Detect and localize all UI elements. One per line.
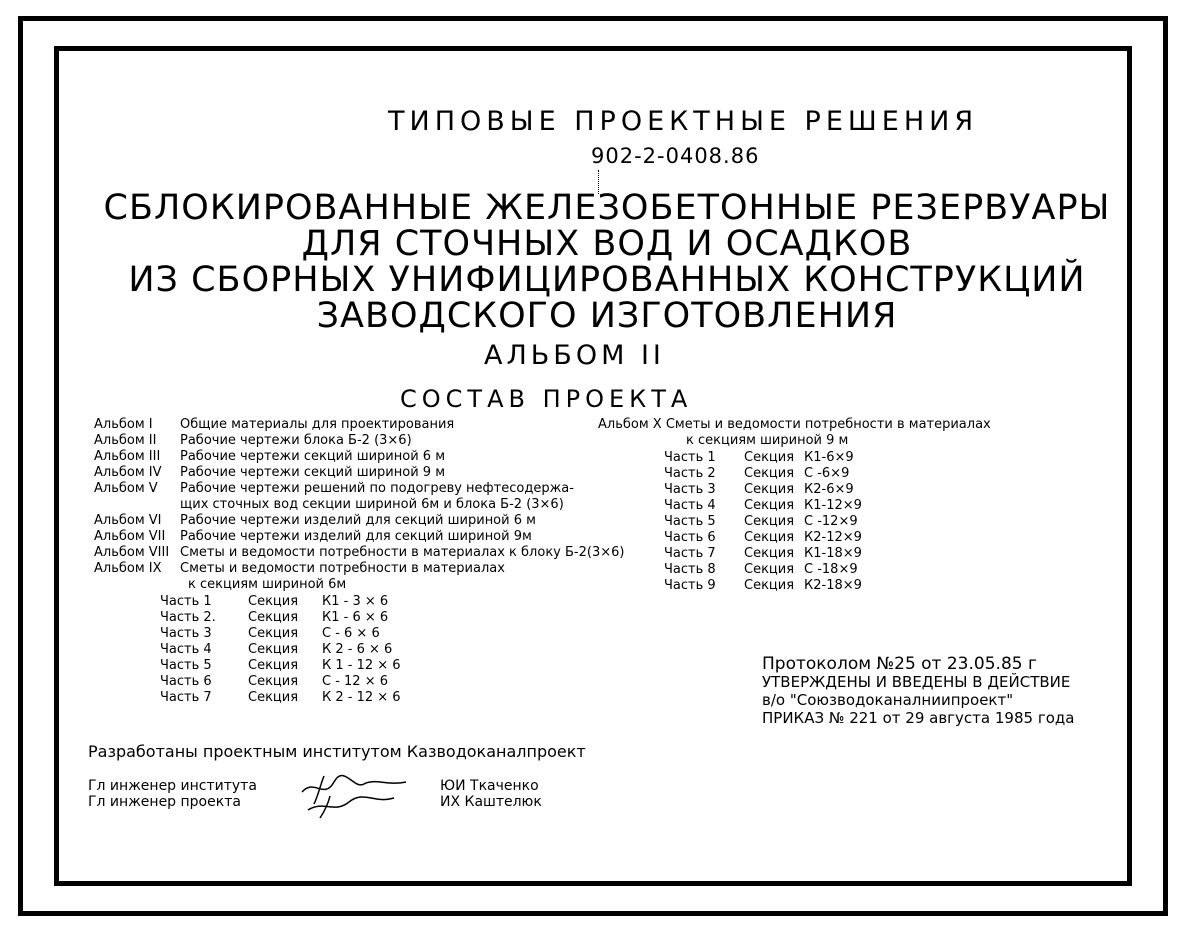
section-code: К1-18×9	[804, 546, 862, 561]
album-name	[94, 497, 180, 513]
album-row	[94, 577, 624, 593]
album-text: Рабочие чертежи изделий для секций шириной 6 м	[180, 513, 536, 528]
part-row	[664, 546, 862, 562]
part-label: Часть 7	[664, 546, 716, 561]
part-label: Часть 5	[160, 658, 212, 673]
album-row	[94, 481, 624, 497]
part-row	[160, 674, 401, 690]
album-row	[94, 465, 624, 481]
album-name: Альбом X	[598, 417, 662, 432]
album-name: Альбом II	[94, 433, 157, 448]
album-name: Альбом V	[94, 481, 158, 496]
part-row	[160, 594, 401, 610]
album-list-left	[94, 417, 624, 593]
part-label: Часть 1	[664, 450, 716, 465]
title-line: ЗАВОДСКОГО ИЗГОТОВЛЕНИЯ	[316, 296, 898, 336]
section-code: С -6×9	[804, 466, 850, 481]
album-text: Сметы и ведомости потребности в материалах	[665, 417, 991, 432]
section-code: С -12×9	[804, 514, 858, 529]
part-row	[664, 450, 862, 466]
section-label: Секция	[248, 674, 299, 689]
section-label: Секция	[248, 626, 299, 641]
title-line: СБЛОКИРОВАННЫЕ ЖЕЛЕЗОБЕТОННЫЕ РЕЗЕРВУАРЫ	[103, 188, 1111, 228]
album-name: Альбом IX	[94, 561, 162, 576]
part-label: Часть 3	[664, 482, 716, 497]
album-text: Рабочие чертежи решений по подогреву нефтесодержа-	[180, 481, 574, 496]
part-label: Часть 3	[160, 626, 212, 641]
approval-status: УТВЕРЖДЕНЫ И ВВЕДЕНЫ В ДЕЙСТВИЕ	[762, 673, 1071, 691]
chief-roles	[88, 778, 257, 810]
chief-role: Гл инженер проекта	[88, 794, 241, 810]
album-row	[94, 433, 624, 449]
album-row	[94, 545, 624, 561]
part-row	[664, 514, 862, 530]
part-label: Часть 1	[160, 594, 212, 609]
signature-image	[294, 770, 414, 820]
section-code: К 2 - 6 × 6	[322, 642, 393, 657]
chief-names	[440, 778, 542, 810]
title-line: ДЛЯ СТОЧНЫХ ВОД И ОСАДКОВ	[301, 224, 913, 264]
part-label: Часть 4	[664, 498, 716, 513]
album-name: Альбом VI	[94, 513, 162, 528]
section-code: К 1 - 12 × 6	[322, 658, 401, 673]
part-label: Часть 2.	[160, 610, 216, 625]
section-code: К2-6×9	[804, 482, 854, 497]
developer-line: Разработаны проектным институтом Казводоканалпроект	[88, 742, 586, 761]
part-row	[160, 658, 401, 674]
album-text: Рабочие чертежи секций шириной 9 м	[180, 465, 445, 480]
designation-number: 902-2-0408.86	[591, 144, 760, 168]
section-code: К1-6×9	[804, 450, 854, 465]
section-label: Секция	[744, 514, 795, 529]
album-name: Альбом VII	[94, 529, 166, 544]
chief-name: ЮИ Ткаченко	[440, 778, 539, 794]
chief-role: Гл инженер института	[88, 778, 257, 794]
album-right	[598, 417, 991, 449]
section-label: Секция	[744, 578, 795, 593]
album-row	[94, 417, 624, 433]
part-label: Часть 9	[664, 578, 716, 593]
chief-name: ИХ Каштелюк	[440, 794, 542, 810]
album-text: Рабочие чертежи секций шириной 6 м	[180, 449, 445, 464]
parts-list-right	[664, 450, 862, 594]
approval-protocol: Протоколом №25 от 23.05.85 г	[762, 654, 1037, 674]
section-label: Секция	[248, 658, 299, 673]
part-row	[160, 626, 401, 642]
section-code: С - 12 × 6	[322, 674, 389, 689]
section-label: Секция	[744, 450, 795, 465]
section-label: Секция	[248, 594, 299, 609]
part-row	[160, 690, 401, 706]
parts-list-left	[160, 594, 401, 706]
approval-block	[762, 655, 1074, 727]
approval-order: ПРИКАЗ № 221 от 29 августа 1985 года	[762, 709, 1075, 727]
part-row	[664, 482, 862, 498]
album-text: к секциям шириной 6м	[188, 577, 347, 592]
section-code: С -18×9	[804, 562, 858, 577]
part-label: Часть 5	[664, 514, 716, 529]
part-label: Часть 6	[664, 530, 716, 545]
section-code: К1 - 6 × 6	[322, 610, 389, 625]
album-text: Рабочие чертежи блока Б-2 (3×6)	[180, 433, 412, 448]
album-row	[598, 417, 991, 433]
album-row	[94, 529, 624, 545]
album-name: Альбом III	[94, 449, 161, 464]
section-label: Секция	[248, 610, 299, 625]
part-row	[664, 578, 862, 594]
album-row	[94, 513, 624, 529]
section-label: Секция	[744, 530, 795, 545]
section-label: Секция	[248, 642, 299, 657]
album-text: Рабочие чертежи изделий для секций шириной 9м	[180, 529, 532, 544]
header-title: ТИПОВЫЕ ПРОЕКТНЫЕ РЕШЕНИЯ	[388, 106, 979, 137]
section-code: К2-12×9	[804, 530, 862, 545]
main-title	[100, 190, 1114, 334]
album-row	[94, 497, 624, 513]
album-text: Общие материалы для проектирования	[180, 417, 455, 432]
section-label: Секция	[744, 482, 795, 497]
part-label: Часть 6	[160, 674, 212, 689]
part-row	[664, 562, 862, 578]
album-row	[94, 449, 624, 465]
section-code: С - 6 × 6	[322, 626, 380, 641]
approval-organization: в/о "Союзводоканалниипроект"	[762, 691, 1014, 709]
section-label: Секция	[744, 498, 795, 513]
album-text: Сметы и ведомости потребности в материалах к блоку Б-2(3×6)	[180, 545, 625, 560]
part-label: Часть 7	[160, 690, 212, 705]
section-label: Секция	[744, 546, 795, 561]
section-label: Секция	[744, 466, 795, 481]
album-label: АЛЬБОМ II	[484, 340, 665, 371]
album-row	[94, 561, 624, 577]
part-label: Часть 2	[664, 466, 716, 481]
part-row	[160, 610, 401, 626]
album-name: Альбом I	[94, 417, 153, 432]
section-label: Секция	[248, 690, 299, 705]
album-text: к секциям шириной 9 м	[686, 433, 849, 448]
album-name	[346, 577, 432, 593]
section-code: К 2 - 12 × 6	[322, 690, 401, 705]
part-label: Часть 4	[160, 642, 212, 657]
part-label: Часть 8	[664, 562, 716, 577]
section-code: К2-18×9	[804, 578, 862, 593]
section-heading: СОСТАВ ПРОЕКТА	[400, 385, 693, 413]
part-row	[664, 466, 862, 482]
section-code: К1-12×9	[804, 498, 862, 513]
album-text: щих сточных вод секции шириной 6м и блока Б-2 (3×6)	[180, 497, 564, 512]
section-code: К1 - 3 × 6	[322, 594, 389, 609]
part-row	[664, 498, 862, 514]
section-label: Секция	[744, 562, 795, 577]
part-row	[160, 642, 401, 658]
album-name: Альбом VIII	[94, 545, 170, 560]
part-row	[664, 530, 862, 546]
album-text: Сметы и ведомости потребности в материалах	[180, 561, 505, 576]
album-name: Альбом IV	[94, 465, 162, 480]
title-line: ИЗ СБОРНЫХ УНИФИЦИРОВАННЫХ КОНСТРУКЦИЙ	[128, 260, 1086, 300]
